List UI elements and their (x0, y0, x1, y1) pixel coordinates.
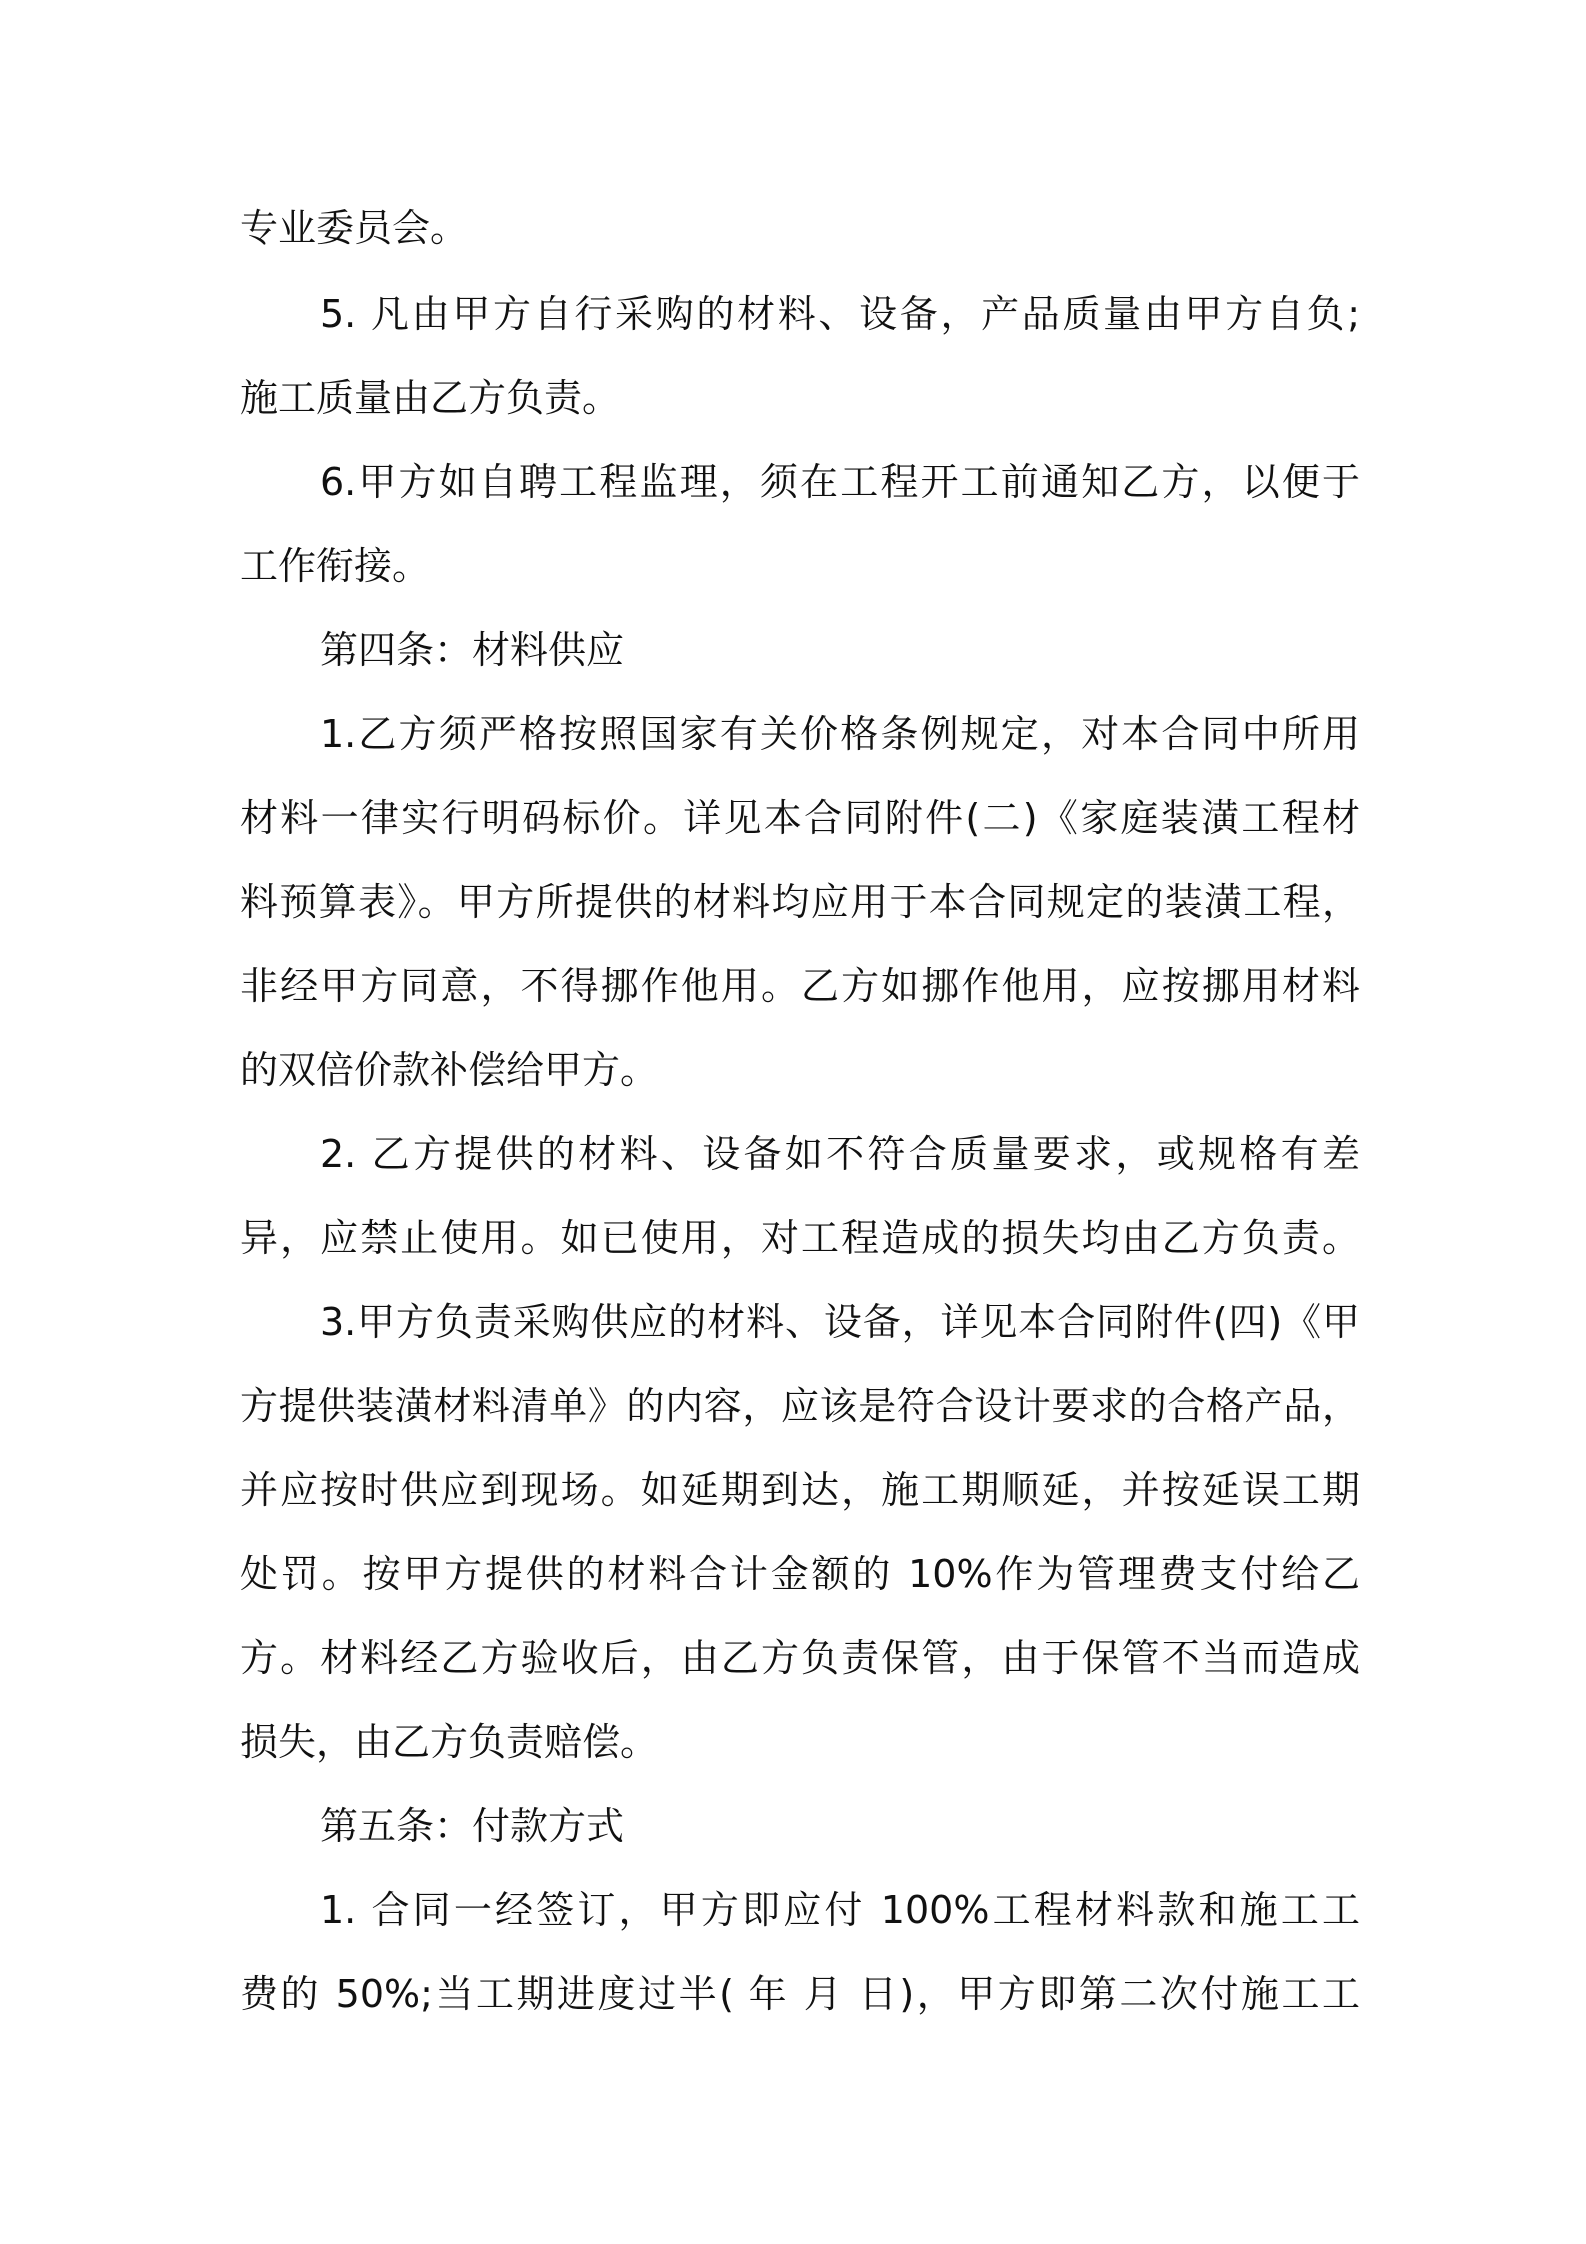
text-line: 料预算表》。甲方所提供的材料均应用于本合同规定的装潢工程， (240, 880, 1360, 924)
text-line: 非经甲方同意，不得挪作他用。乙方如挪作他用，应按挪用材料 (240, 964, 1360, 1008)
section-heading: 第四条：材料供应 (320, 628, 625, 672)
text-line: 费的 50%;当工期进度过半( 年 月 日)，甲方即第二次付施工工 (240, 1972, 1360, 2016)
text-line: 异，应禁止使用。如已使用，对工程造成的损失均由乙方负责。 (240, 1216, 1360, 1260)
text-line: 1. 合同一经签订，甲方即应付 100%工程材料款和施工工 (320, 1888, 1360, 1932)
text-line: 3.甲方负责采购供应的材料、设备，详见本合同附件(四)《甲 (320, 1300, 1360, 1344)
section-heading: 第五条：付款方式 (320, 1804, 625, 1848)
text-line: 材料一律实行明码标价。详见本合同附件(二)《家庭装潢工程材 (240, 796, 1360, 840)
text-line: 专业委员会。 (240, 206, 469, 250)
text-line: 并应按时供应到现场。如延期到达，施工期顺延，并按延误工期 (240, 1468, 1360, 1512)
text-line: 损失，由乙方负责赔偿。 (240, 1720, 659, 1764)
text-line: 1.乙方须严格按照国家有关价格条例规定，对本合同中所用 (320, 712, 1360, 756)
text-line: 2. 乙方提供的材料、设备如不符合质量要求，或规格有差 (320, 1132, 1360, 1176)
text-line: 处罚。按甲方提供的材料合计金额的 10%作为管理费支付给乙 (240, 1552, 1360, 1596)
text-line: 5. 凡由甲方自行采购的材料、设备，产品质量由甲方自负; (320, 292, 1360, 336)
text-line: 方。材料经乙方验收后，由乙方负责保管，由于保管不当而造成 (240, 1636, 1360, 1680)
text-line: 的双倍价款补偿给甲方。 (240, 1048, 659, 1092)
text-line: 6.甲方如自聘工程监理，须在工程开工前通知乙方，以便于 (320, 460, 1360, 504)
text-line: 施工质量由乙方负责。 (240, 376, 621, 420)
text-line: 方提供装潢材料清单》的内容，应该是符合设计要求的合格产品， (240, 1384, 1360, 1428)
text-line: 工作衔接。 (240, 544, 431, 588)
